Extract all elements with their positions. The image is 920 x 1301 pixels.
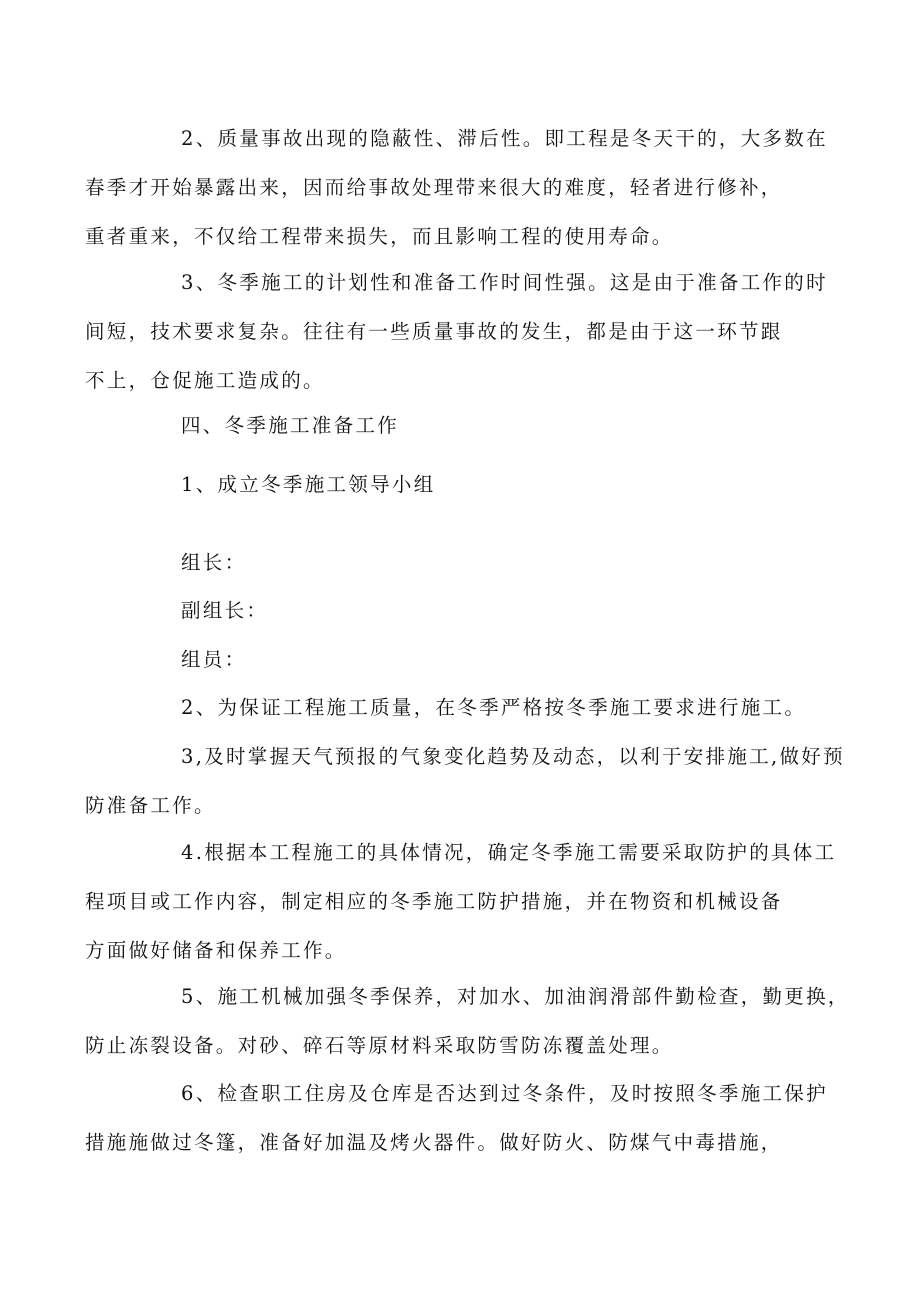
paragraph-line: 4.根据本工程施工的具体情况，确定冬季施工需要采取防护的具体工 [181, 841, 837, 864]
members-label: 组员： [181, 648, 247, 671]
paragraph-machinery-maintenance [85, 972, 850, 1070]
paragraph-line: 程项目或工作内容，制定相应的冬季施工防护措施，并在物资和机械设备 [85, 890, 783, 913]
paragraph-line: 不上，仓促施工造成的。 [85, 369, 325, 392]
paragraph-line: 防止冻裂设备。对砂、碎石等原材料采取防雪防冻覆盖处理。 [85, 1034, 674, 1057]
paragraph-line: 方面做好储备和保养工作。 [85, 939, 347, 962]
paragraph-line: 春季才开始暴露出来，因而给事故处理带来很大的难度，轻者进行修补， [85, 176, 783, 199]
paragraph-line: 2、质量事故出现的隐蔽性、滞后性。即工程是冬天干的，大多数在 [181, 127, 828, 150]
vice-leader-label: 副组长： [181, 599, 269, 622]
paragraph-line: 6、检查职工住房及仓库是否达到过冬条件，及时按照冬季施工保护 [181, 1082, 828, 1105]
item-quality-assurance: 2、为保证工程施工质量，在冬季严格按冬季施工要求进行施工。 [181, 696, 807, 719]
paragraph-protection-measures [85, 828, 837, 975]
paragraph-line: 措施施做过冬篷，准备好加温及烤火器件。做好防火、防煤气中毒措施， [85, 1131, 783, 1154]
paragraph-quality-accident [85, 114, 828, 261]
paragraph-line: 间短，技术要求复杂。往往有一些质量事故的发生，都是由于这一环节跟 [85, 320, 783, 343]
paragraph-line: 3,及时掌握天气预报的气象变化趋势及动态，以利于安排施工,做好预 [181, 745, 845, 768]
paragraph-line: 5、施工机械加强冬季保养，对加水、加油润滑部件勤检查，勤更换， [181, 985, 850, 1008]
item-leadership-group: 1、成立冬季施工领导小组 [181, 473, 436, 496]
paragraph-line: 重者重来，不仅给工程带来损失，而且影响工程的使用寿命。 [85, 225, 674, 248]
paragraph-line: 防准备工作。 [85, 794, 216, 817]
section-heading: 四、冬季施工准备工作 [181, 414, 400, 437]
paragraph-planning [85, 258, 828, 405]
paragraph-line: 3、冬季施工的计划性和准备工作时间性强。这是由于准备工作的时 [181, 271, 828, 294]
paragraph-weather-forecast [85, 732, 845, 830]
paragraph-housing-check [85, 1069, 828, 1167]
leader-label: 组长： [181, 551, 247, 574]
